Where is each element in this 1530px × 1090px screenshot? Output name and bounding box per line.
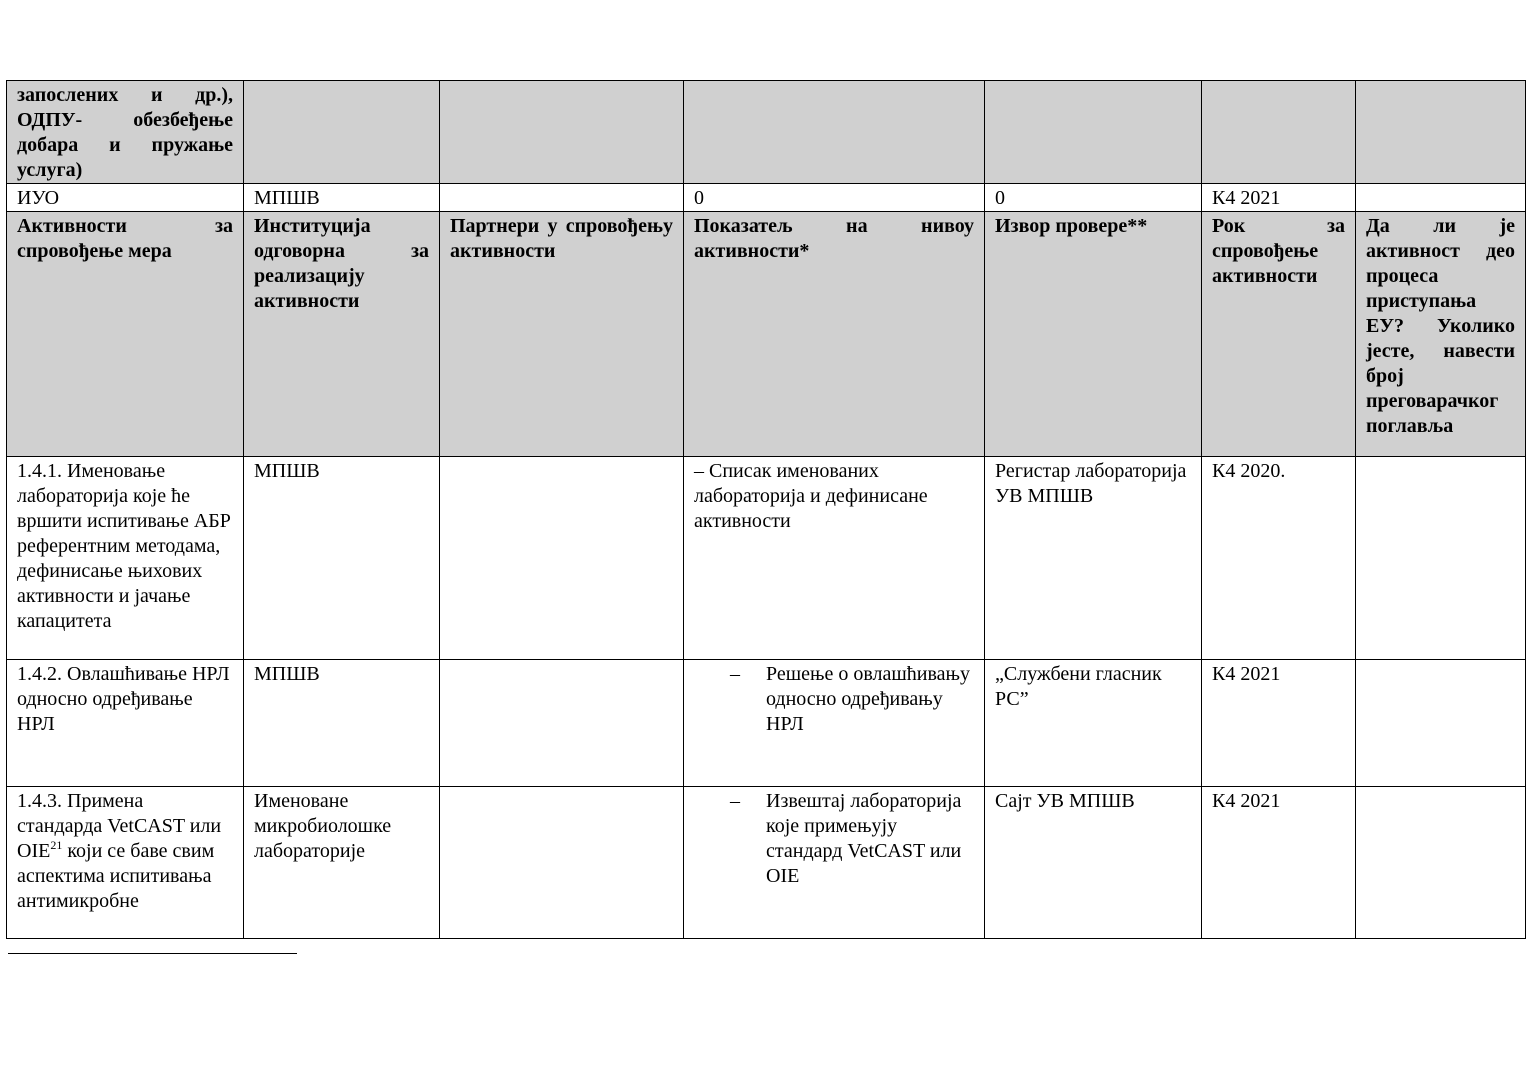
header-activities: Активности за спровођење мера [7,212,244,457]
iuo-institution-cell: МПШВ [244,184,440,212]
activity-cell [7,787,244,939]
partners-cell [440,660,684,787]
header-source: Извор провере** [985,212,1202,457]
activity-text-continued: који се баве свим аспектима испитивања антимикробне [17,840,215,912]
indicator-text: Извештај лабораторија које примењују стандард VetCAST или OIE [766,790,962,887]
measures-table [6,80,1526,939]
iuo-target-cell: 0 [985,184,1202,212]
eu-cell [1356,787,1526,939]
partners-cell [440,457,684,660]
dash-bullet: – [730,790,740,812]
header-row [7,212,1526,457]
header-deadline: Рок за спровођење активности [1202,212,1356,457]
footnote-reference: 21 [50,838,63,852]
empty-cell [244,81,440,184]
source-cell: Сајт УВ МПШВ [985,787,1202,939]
activity-text: 1.4.3. Примена стандарда VetCAST или OIE [17,790,222,862]
header-institution: Институција одговорна за реализацију активности [244,212,440,457]
eu-cell [1356,457,1526,660]
indicator-cell [684,787,985,939]
dash-bullet: – [730,663,740,685]
eu-cell [1356,660,1526,787]
iuo-partners-cell [440,184,684,212]
activity-cell: 1.4.1. Именовање лабораторија које ће вршити испитивање АБР референтним методама, дефинисање њихових активности и јачање капацитета [7,457,244,660]
table-row [7,787,1526,939]
indicator-list [694,789,974,889]
header-partners: Партнери у спровођењу активности [440,212,684,457]
indicator-text: Решење о овлашћивању односно одређивању НРЛ [766,663,971,735]
list-item [694,662,974,737]
institution-cell: Именоване микробиолошке лабораторије [244,787,440,939]
deadline-cell: К4 2021 [1202,660,1356,787]
empty-cell [684,81,985,184]
institution-cell: МПШВ [244,457,440,660]
indicator-cell: – Списак именованих лабораторија и дефинисане активности [684,457,985,660]
partners-cell [440,787,684,939]
continuation-cell: запослених и др.), ОДПУ- обезбеђење добара и пружање услуга) [7,81,244,184]
footnote-separator [8,953,297,954]
deadline-cell: К4 2021 [1202,787,1356,939]
source-cell: „Службени гласник РС” [985,660,1202,787]
continuation-row [7,81,1526,184]
table-row [7,660,1526,787]
header-indicator: Показатељ на нивоу активности* [684,212,985,457]
institution-cell: МПШВ [244,660,440,787]
list-item [694,789,974,889]
iuo-deadline-cell: К4 2021 [1202,184,1356,212]
table-row [7,457,1526,660]
iuo-label-cell: ИУО [7,184,244,212]
empty-cell [1202,81,1356,184]
header-eu-chapter: Да ли је активност део процеса приступања ЕУ? Уколико јесте, навести број преговарачког поглавља [1356,212,1526,457]
indicator-list [694,662,974,737]
empty-cell [440,81,684,184]
empty-cell [985,81,1202,184]
empty-cell [1356,81,1526,184]
iuo-eu-cell [1356,184,1526,212]
iuo-row [7,184,1526,212]
indicator-cell [684,660,985,787]
deadline-cell: К4 2020. [1202,457,1356,660]
activity-cell: 1.4.2. Овлашћивање НРЛ односно одређивање НРЛ [7,660,244,787]
source-cell: Регистар лабораторија УВ МПШВ [985,457,1202,660]
iuo-baseline-cell: 0 [684,184,985,212]
